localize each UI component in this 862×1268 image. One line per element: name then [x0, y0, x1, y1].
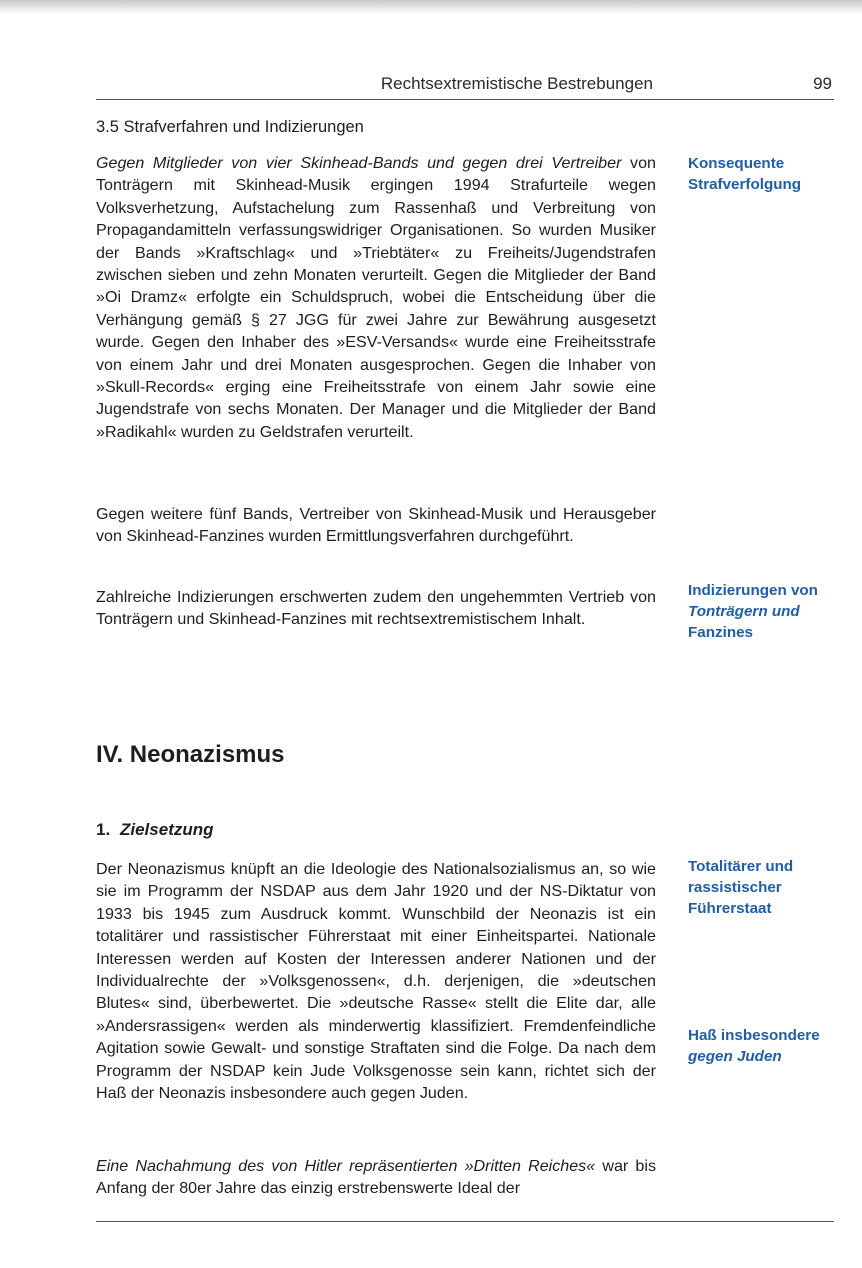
footer-rule	[96, 1221, 834, 1222]
subsection-title: 3.5 Strafverfahren und Indizierungen	[96, 118, 364, 136]
paragraph-italic-lead: Eine Nachahmung des von Hitler repräsentierten »Dritten Reiches«	[96, 1157, 596, 1175]
section-paragraph-2	[96, 1155, 656, 1200]
margin-note-juden: Haß insbesondere gegen Juden	[688, 1027, 820, 1065]
paragraph-text: war bis Anfang der 80er Jahre das einzig erstrebenswerte Ideal der	[96, 1157, 657, 1198]
paragraph-text: Der Neonazismus knüpft an die Ideologie des Nationalsozialismus an, so wie sie im Programm der NSDAP aus dem Jahr 1920 und der NS-Diktatur von 1933 bis 1945 zum Ausdruck kommt. Wunschbild der Neonazis ist ein totalitärer und rassistischer Führerstaat mit einer Einheitspartei. Nationale Interessen werden auf Kosten der Interessen anderer Nationen und der Individualrechte der »Volksgenossen«, d.h. derjenigen, die »deutschen Blutes« sind, überbewertet. Die »deutsche Rasse« stellt die Elite dar, alle »Andersrassigen« werden als minderwertig klassifiziert. Fremdenfeindliche Agitation sowie Gewalt- und sonstige Straftaten sind die Folge. Da nach dem Programm der NSDAP kein Jude Volksgenosse sein kann, richtet sich der Haß der Neonazis insbesondere auch gegen Juden.	[96, 860, 656, 1103]
margin-note-fuehrerstaat: Totalitärer und rassistischer Führerstaat	[688, 858, 794, 917]
subsection-paragraph-3	[96, 586, 656, 631]
paragraph-text: Gegen weitere fünf Bands, Vertreiber von Skinhead-Musik und Herausgeber von Skinhead-Fanzines wurden Ermittlungsverfahren durchgeführt.	[96, 505, 656, 546]
section-number: 1.	[96, 820, 111, 839]
section-title-text: Zielsetzung	[120, 820, 214, 839]
paragraph-italic-lead: Gegen Mitglieder von vier Skinhead-Bands und gegen drei Vertreiber	[96, 154, 622, 172]
paragraph-text: Zahlreiche Indizierungen erschwerten zudem den ungehemmten Vertrieb von Tonträgern und Skinhead-Fanzines mit rechtsextremistischem Inhalt.	[96, 588, 656, 629]
paragraph-text: von Tonträgern mit Skinhead-Musik ergingen 1994 Strafurteile wegen Volksverhetzung, Aufstachelung zum Rassenhaß und Verbreitung von Propagandamitteln verfassungswidriger Organisationen. So wurden Musiker der Bands »Kraftschlag« und »Triebtäter« zu Freiheits/Jugendstrafen zwischen sieben und zehn Monaten verurteilt. Gegen die Mitglieder der Band »Oi Dramz« erfolgte ein Schuldspruch, wobei die Entscheidung über die Verhängung gemäß § 27 JGG für zwei Jahre zur Bewährung ausgesetzt wurde. Gegen den Inhaber des »ESV-Versands« wurde eine Freiheitsstrafe von einem Jahr und drei Monaten ausgesprochen. Gegen die Inhaber von »Skull-Records« erging eine Freiheitsstrafe von einem Jahr sowie eine Jugendstrafe von sechs Monaten. Der Manager und die Mitglieder der Band »Radikahl« wurden zu Geldstrafen verurteilt.	[96, 154, 656, 441]
subsection-paragraph-2	[96, 503, 656, 548]
page-number: 99	[813, 74, 832, 93]
header-rule	[96, 99, 834, 100]
chapter-title: IV. Neonazismus	[96, 741, 285, 768]
running-title: Rechtsextremistische Bestrebungen	[380, 74, 653, 93]
margin-note-konsequente: Konsequente Strafverfolgung	[688, 155, 802, 193]
subsection-paragraph-1	[96, 152, 656, 443]
section-paragraph-1	[96, 858, 656, 1104]
section-title	[96, 820, 214, 840]
running-header	[96, 74, 834, 98]
margin-note-indizierungen: Indizierungen von Tonträgern und Fanzines	[688, 582, 818, 641]
scan-edge	[0, 0, 862, 14]
